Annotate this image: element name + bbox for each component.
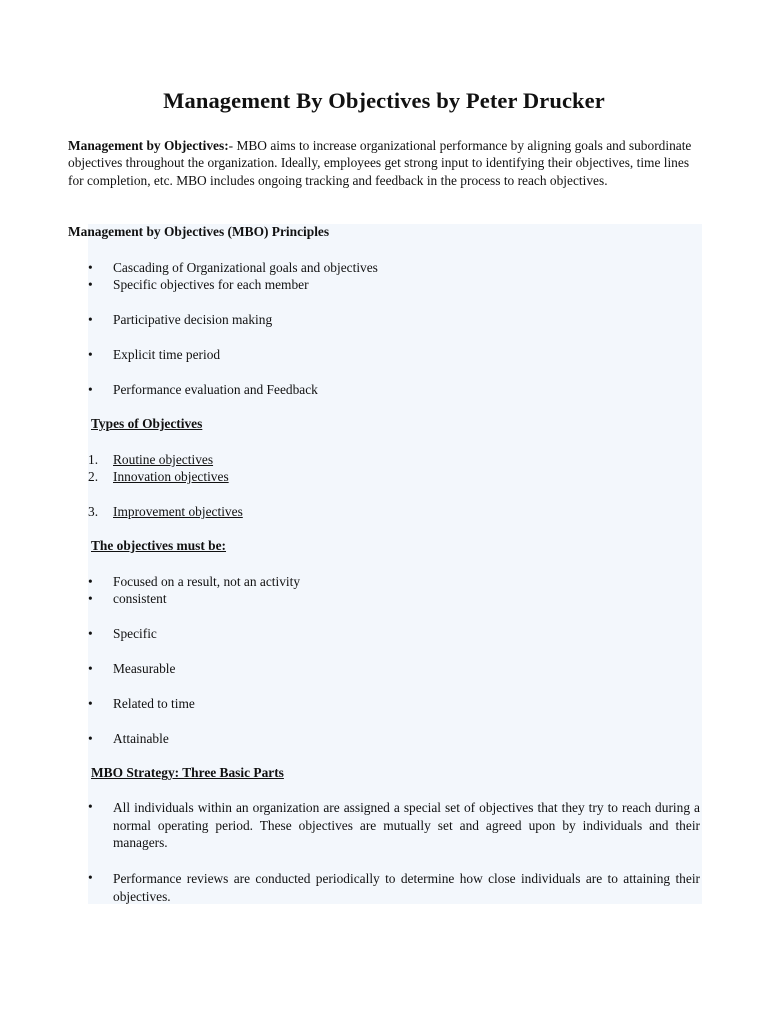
document-title: Management By Objectives by Peter Drucker bbox=[163, 88, 605, 113]
list-number: 2. bbox=[88, 469, 99, 484]
intro-paragraph bbox=[68, 137, 702, 189]
bullet-icon: • bbox=[88, 799, 93, 814]
intro-text: - MBO aims to increase organizational performance by aligning goals and subordinate objectives throughout the organization. Ideally, employees get strong input to identifying their objectives, time lines for completion, etc. MBO includes ongoing tracking and feedback in the process to reach objectives. bbox=[68, 138, 692, 188]
bullet-icon: • bbox=[88, 870, 93, 885]
list-number: 1. bbox=[88, 452, 99, 467]
bullet-icon: • bbox=[88, 591, 93, 606]
bullet-icon: • bbox=[88, 260, 93, 275]
types-heading: Types of Objectives bbox=[91, 416, 203, 431]
bullet-icon: • bbox=[88, 731, 93, 746]
principles-heading: Management by Objectives (MBO) Principles bbox=[68, 224, 330, 239]
bullet-icon: • bbox=[88, 696, 93, 711]
bullet-icon: • bbox=[88, 626, 93, 641]
bullet-icon: • bbox=[88, 277, 93, 292]
bullet-icon: • bbox=[88, 574, 93, 589]
must-be-heading: The objectives must be: bbox=[91, 538, 227, 553]
list-number: 3. bbox=[88, 504, 99, 519]
intro-lead: Management by Objectives: bbox=[68, 138, 229, 153]
document-page: Management By Objectives by Peter Drucker Management by Objectives:- MBO aims to increase organizational performance by aligning goals and subordinate objectives throughout the organization. Ideally, employees get strong input to identifying their objectives, time lines for completion, etc. MBO includes ongoing tracking and feedback in the process to reach objectives. Management by Objectives (MBO) Principles • Cascading of Organizational goals and objectives • Specific objectives for each member • Participative decision making • Explicit time period • Performance evaluation and Feedback Types of Objectives 1. Routine objectives 2. Innovation objectives 3. Improvement objectives The objectives must be: • Focused on a result, not an activity • consistent • Specific • Measurable • Related to time • Attainable MBO Strategy: Three Basic Parts • All individuals within an organization are assigned a special set of objectives that they try to reach during a normal operating period. These objectives are mutually set and agreed upon by individuals and their managers. • Performance reviews are conducted periodically to determine how close individuals are to attaining their objectives. bbox=[0, 0, 768, 1024]
bullet-icon: • bbox=[88, 312, 93, 327]
bullet-icon: • bbox=[88, 661, 93, 676]
bullet-icon: • bbox=[88, 382, 93, 397]
strategy-heading: MBO Strategy: Three Basic Parts bbox=[91, 765, 284, 780]
strategy-item: All individuals within an organization are assigned a special set of objectives that they try to reach during a normal operating period. These objectives are mutually set and agreed upon by individuals and their managers. bbox=[113, 800, 700, 851]
bullet-icon: • bbox=[88, 347, 93, 362]
strategy-item: Performance reviews are conducted periodically to determine how close individuals are to attaining their objectives. bbox=[113, 871, 700, 904]
